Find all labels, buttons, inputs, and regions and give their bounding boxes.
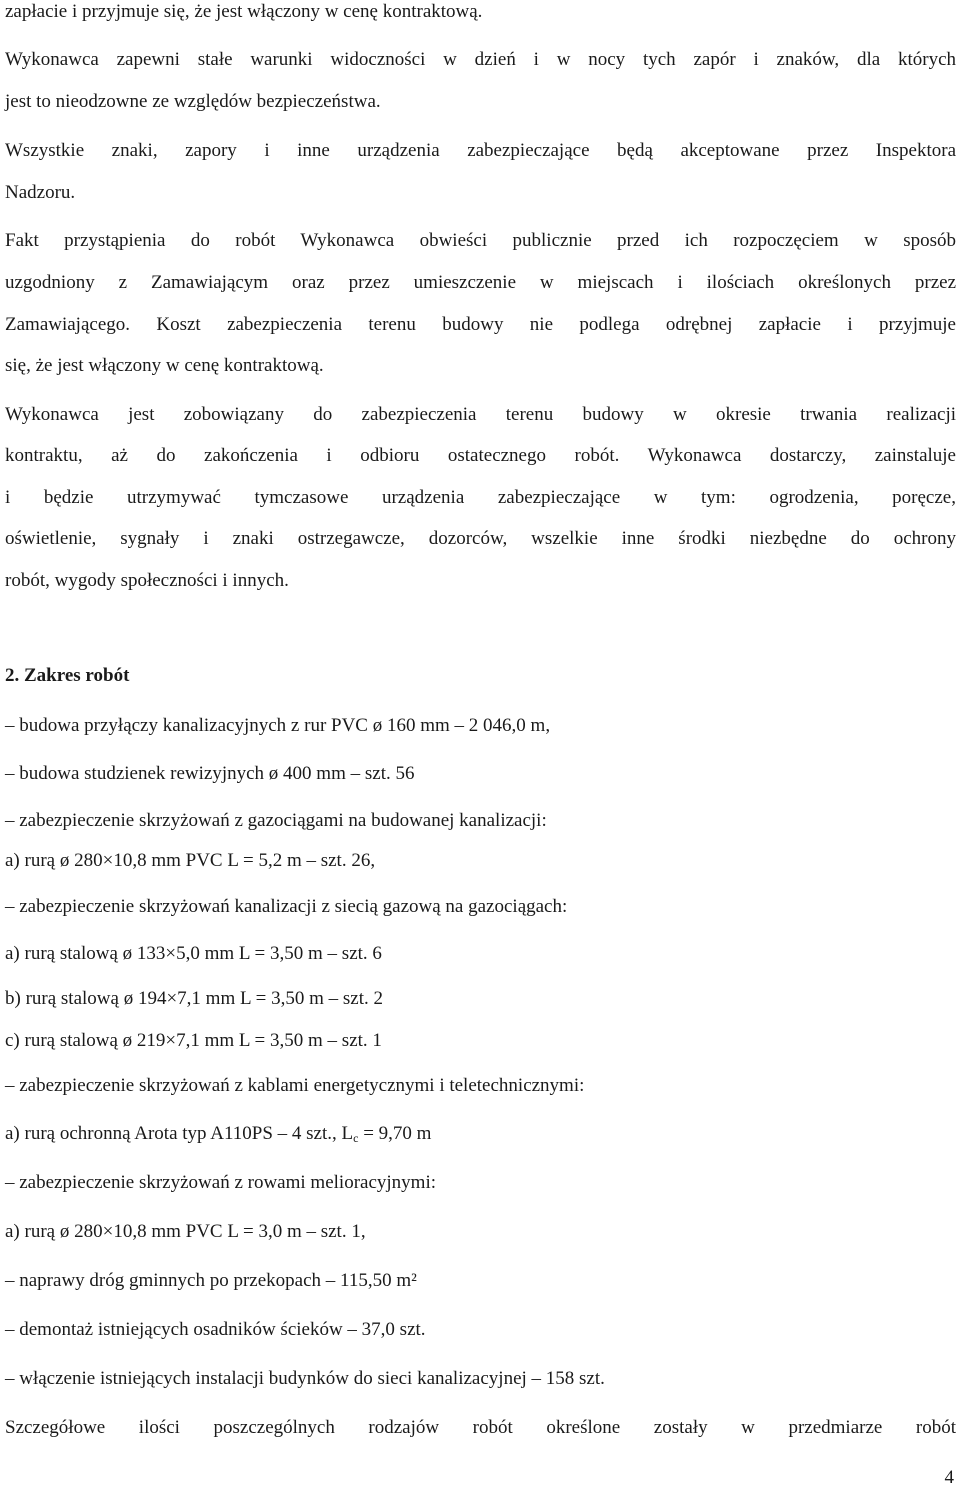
list-item: – zabezpieczenie skrzyżowań z kablami energetycznymi i teletechnicznymi: [5, 1075, 585, 1096]
list-item-arota-tail: = 9,70 m [358, 1123, 432, 1144]
paragraph-line: Wykonawca zapewni stałe warunki widoczności w dzień i w nocy tych zapór i znaków, dla których [5, 49, 956, 70]
list-item: c) rurą stalową ø 219×7,1 mm L = 3,50 m – szt. 1 [5, 1030, 382, 1051]
subscript-c: c [353, 1131, 359, 1145]
list-item: – budowa studzienek rewizyjnych ø 400 mm – szt. 56 [5, 763, 415, 784]
list-item-arota-text: a) rurą ochronną Arota typ A110PS – 4 szt., L [5, 1123, 354, 1144]
list-item: b) rurą stalową ø 194×7,1 mm L = 3,50 m – szt. 2 [5, 988, 383, 1009]
list-item: – naprawy dróg gminnych po przekopach – 115,50 m² [5, 1270, 417, 1291]
list-item: – zabezpieczenie skrzyżowań z rowami melioracyjnymi: [5, 1172, 436, 1193]
paragraph-line: jest to nieodzowne ze względów bezpieczeństwa. [5, 91, 381, 112]
page-number: 4 [944, 1467, 954, 1488]
paragraph-line: Zamawiającego. Koszt zabezpieczenia terenu budowy nie podlega odrębnej zapłacie i przyjmuje [5, 314, 956, 335]
paragraph-line: Fakt przystąpienia do robót Wykonawca obwieści publicznie przed ich rozpoczęciem w sposób [5, 230, 956, 251]
paragraph-line: i będzie utrzymywać tymczasowe urządzenia zabezpieczające w tym: ogrodzenia, poręcze, [5, 487, 956, 508]
list-item: – demontaż istniejących osadników ścieków – 37,0 szt. [5, 1319, 426, 1340]
paragraph-line: robót, wygody społeczności i innych. [5, 570, 289, 591]
list-item: – włączenie istniejących instalacji budynków do sieci kanalizacyjnej – 158 szt. [5, 1368, 605, 1389]
paragraph-line: uzgodniony z Zamawiającym oraz przez umieszczenie w miejscach i ilościach określonych przez [5, 272, 956, 293]
paragraph-line: Wykonawca jest zobowiązany do zabezpieczenia terenu budowy w okresie trwania realizacji [5, 404, 956, 425]
list-item: a) rurą ø 280×10,8 mm PVC L = 3,0 m – szt. 1, [5, 1221, 366, 1242]
paragraph-line: zapłacie i przyjmuje się, że jest włączony w cenę kontraktową. [5, 1, 483, 22]
list-item: – zabezpieczenie skrzyżowań z gazociągami na budowanej kanalizacji: [5, 810, 547, 831]
list-item: a) rurą stalową ø 133×5,0 mm L = 3,50 m – szt. 6 [5, 943, 382, 964]
paragraph-line: Wszystkie znaki, zapory i inne urządzenia zabezpieczające będą akceptowane przez Inspektora [5, 140, 956, 161]
paragraph-line: kontraktu, aż do zakończenia i odbioru ostatecznego robót. Wykonawca dostarczy, zainstaluje [5, 445, 956, 466]
paragraph-line: oświetlenie, sygnały i znaki ostrzegawcze, dozorców, wszelkie inne środki niezbędne do ochrony [5, 528, 956, 549]
list-item-arota [5, 1122, 956, 1146]
closing-paragraph: Szczegółowe ilości poszczególnych rodzajów robót określone zostały w przedmiarze robót [5, 1417, 956, 1438]
list-item: – zabezpieczenie skrzyżowań kanalizacji z siecią gazową na gazociągach: [5, 896, 568, 917]
list-item: – budowa przyłączy kanalizacyjnych z rur PVC ø 160 mm – 2 046,0 m, [5, 715, 551, 736]
section-heading: 2. Zakres robót [5, 665, 130, 686]
list-item: a) rurą ø 280×10,8 mm PVC L = 5,2 m – szt. 26, [5, 850, 376, 871]
paragraph-line: Nadzoru. [5, 182, 76, 203]
paragraph-line: się, że jest włączony w cenę kontraktową. [5, 355, 324, 376]
